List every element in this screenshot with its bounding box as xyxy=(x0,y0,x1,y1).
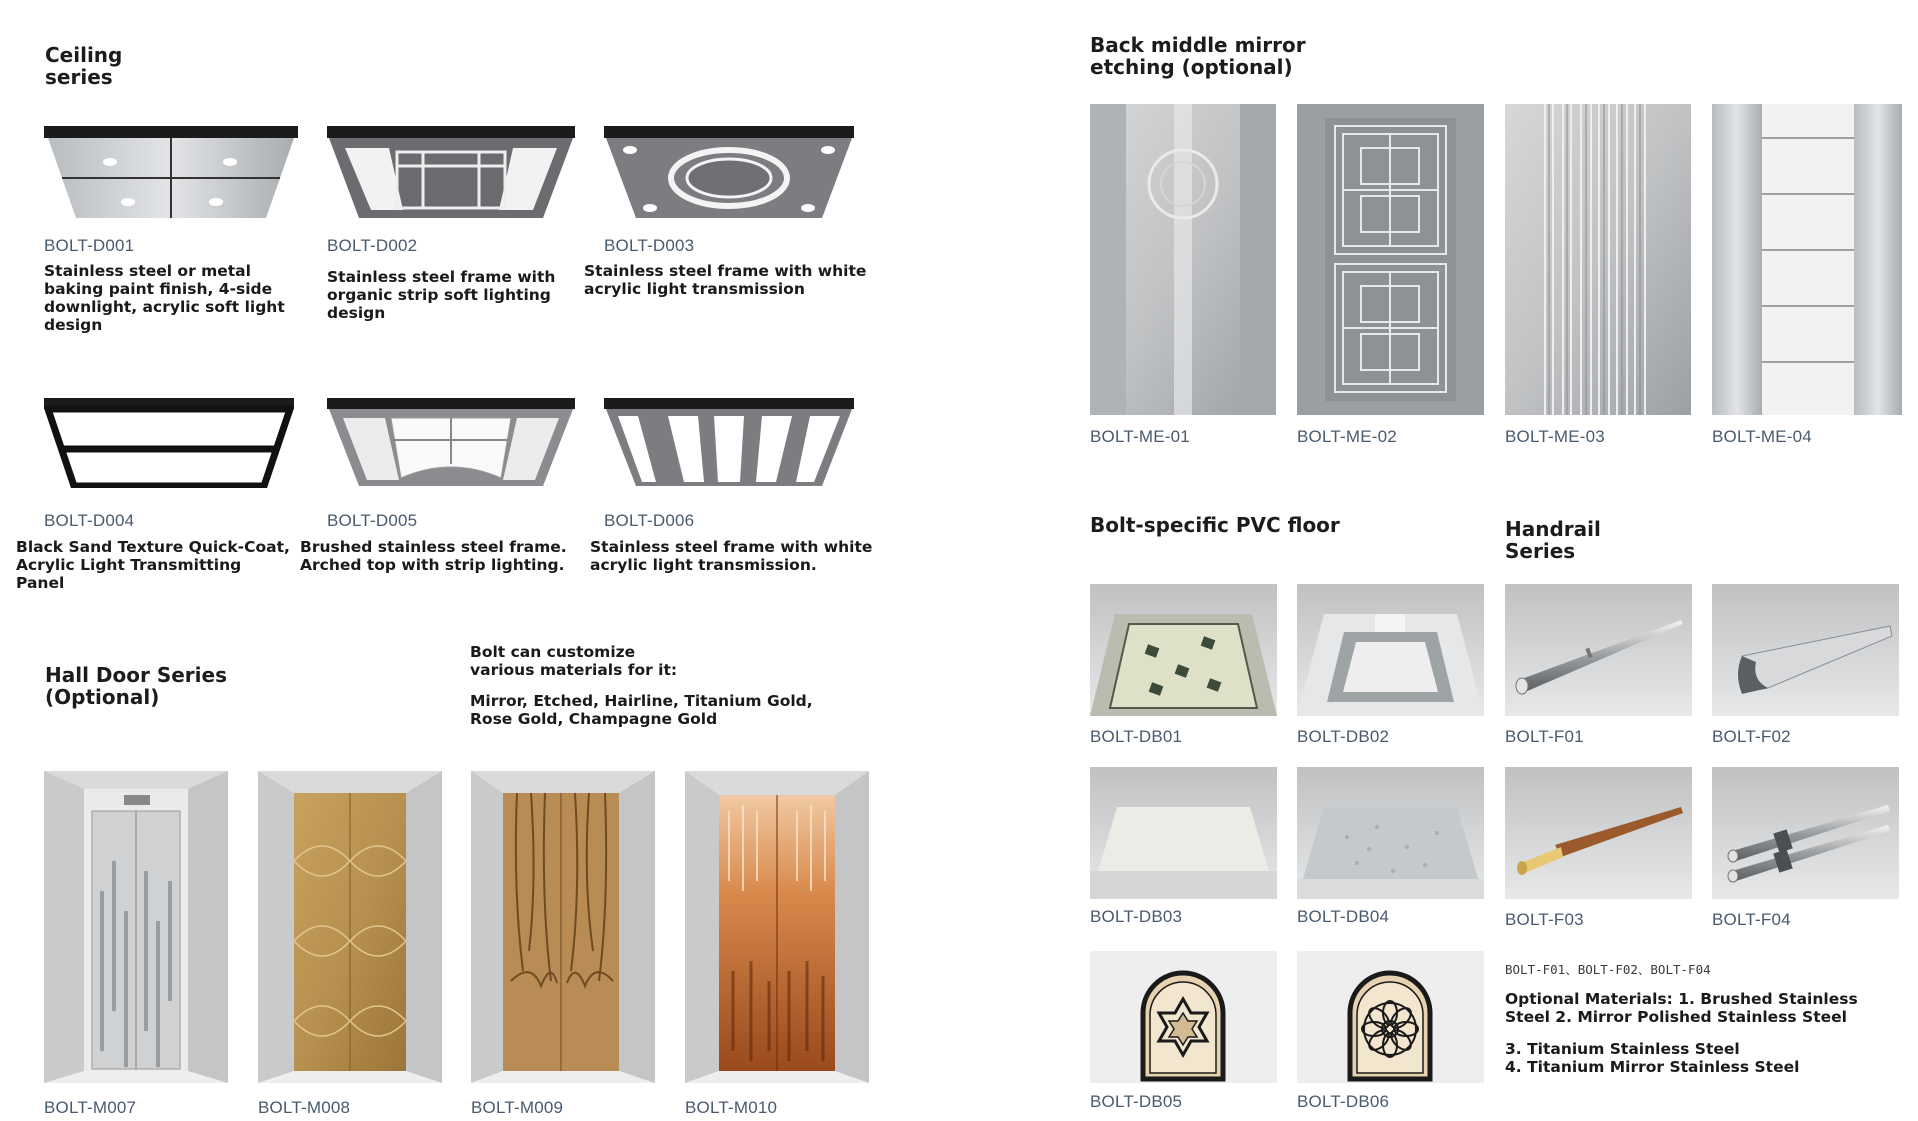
handrail-applies-to: BOLT-F01、BOLT-F02、BOLT-F04 xyxy=(1505,962,1711,977)
floor-db04-image xyxy=(1297,767,1484,899)
ceiling-d006-image xyxy=(604,398,854,488)
handrail-f03-image xyxy=(1505,767,1692,899)
ceiling-d005-image xyxy=(327,398,575,488)
ceiling-d003-image xyxy=(604,126,854,219)
floor-db06-code: BOLT-DB06 xyxy=(1297,1092,1390,1111)
mirror-me03-code: BOLT-ME-03 xyxy=(1505,427,1605,446)
ceiling-d001-desc: Stainless steel or metal baking paint finish, 4-side downlight, acrylic soft light design xyxy=(44,262,285,334)
handrail-f01-image xyxy=(1505,584,1692,716)
door-m009-code: BOLT-M009 xyxy=(471,1098,564,1117)
door-m008-code: BOLT-M008 xyxy=(258,1098,351,1117)
floor-db03-code: BOLT-DB03 xyxy=(1090,907,1183,926)
mirror-me02-code: BOLT-ME-02 xyxy=(1297,427,1397,446)
ceiling-d004-code: BOLT-D004 xyxy=(44,511,135,530)
mirror-me02-image xyxy=(1297,104,1484,415)
ceiling-d005-code: BOLT-D005 xyxy=(327,511,418,530)
ceiling-d004-image xyxy=(44,398,294,488)
hall-door-heading: Hall Door Series (Optional) xyxy=(45,663,227,709)
ceiling-d001-image xyxy=(44,126,298,219)
ceiling-d006-code: BOLT-D006 xyxy=(604,511,695,530)
door-m010-code: BOLT-M010 xyxy=(685,1098,778,1117)
mirror-me04-image xyxy=(1712,104,1902,415)
handrail-f03-code: BOLT-F03 xyxy=(1505,910,1584,929)
ceiling-d002-code: BOLT-D002 xyxy=(327,236,418,255)
handrail-f02-image xyxy=(1712,584,1899,716)
door-m009-image xyxy=(471,771,655,1083)
floor-db05-code: BOLT-DB05 xyxy=(1090,1092,1183,1111)
door-m008-image xyxy=(258,771,442,1083)
ceiling-d003-code: BOLT-D003 xyxy=(604,236,695,255)
mirror-etching-heading: Back middle mirror etching (optional) xyxy=(1090,33,1306,79)
ceiling-d004-desc: Black Sand Texture Quick-Coat, Acrylic Light Transmitting Panel xyxy=(16,538,290,592)
handrail-f02-code: BOLT-F02 xyxy=(1712,727,1791,746)
ceiling-series-heading: Ceiling series xyxy=(45,43,123,89)
handrail-f04-image xyxy=(1712,767,1899,899)
floor-db04-code: BOLT-DB04 xyxy=(1297,907,1390,926)
handrail-materials-b: 3. Titanium Stainless Steel 4. Titanium Mirror Stainless Steel xyxy=(1505,1040,1800,1076)
floor-db03-image xyxy=(1090,767,1277,899)
ceiling-d005-desc: Brushed stainless steel frame. Arched top with strip lighting. xyxy=(300,538,567,574)
pvc-floor-heading: Bolt-specific PVC floor xyxy=(1090,513,1340,537)
floor-db06-image xyxy=(1297,951,1484,1083)
floor-db01-image xyxy=(1090,584,1277,716)
floor-db02-image xyxy=(1297,584,1484,716)
hall-door-note-body: Mirror, Etched, Hairline, Titanium Gold, Rose Gold, Champagne Gold xyxy=(470,692,813,728)
handrail-f01-code: BOLT-F01 xyxy=(1505,727,1584,746)
ceiling-d006-desc: Stainless steel frame with white acrylic light transmission. xyxy=(590,538,873,574)
floor-db02-code: BOLT-DB02 xyxy=(1297,727,1390,746)
mirror-me01-image xyxy=(1090,104,1276,415)
hall-door-note-title: Bolt can customize various materials for it: xyxy=(470,643,678,679)
door-m007-image xyxy=(44,771,228,1083)
mirror-me03-image xyxy=(1505,104,1691,415)
floor-db05-image xyxy=(1090,951,1277,1083)
ceiling-d001-code: BOLT-D001 xyxy=(44,236,135,255)
ceiling-d002-desc: Stainless steel frame with organic strip soft lighting design xyxy=(327,268,556,322)
door-m010-image xyxy=(685,771,869,1083)
door-m007-code: BOLT-M007 xyxy=(44,1098,137,1117)
handrail-materials-a: Optional Materials: 1. Brushed Stainless Steel 2. Mirror Polished Stainless Steel xyxy=(1505,990,1858,1026)
floor-db01-code: BOLT-DB01 xyxy=(1090,727,1183,746)
ceiling-d003-desc: Stainless steel frame with white acrylic light transmission xyxy=(584,262,867,298)
mirror-me01-code: BOLT-ME-01 xyxy=(1090,427,1190,446)
handrail-f04-code: BOLT-F04 xyxy=(1712,910,1791,929)
mirror-me04-code: BOLT-ME-04 xyxy=(1712,427,1812,446)
handrail-heading: Handrail Series xyxy=(1505,517,1601,563)
ceiling-d002-image xyxy=(327,126,575,219)
